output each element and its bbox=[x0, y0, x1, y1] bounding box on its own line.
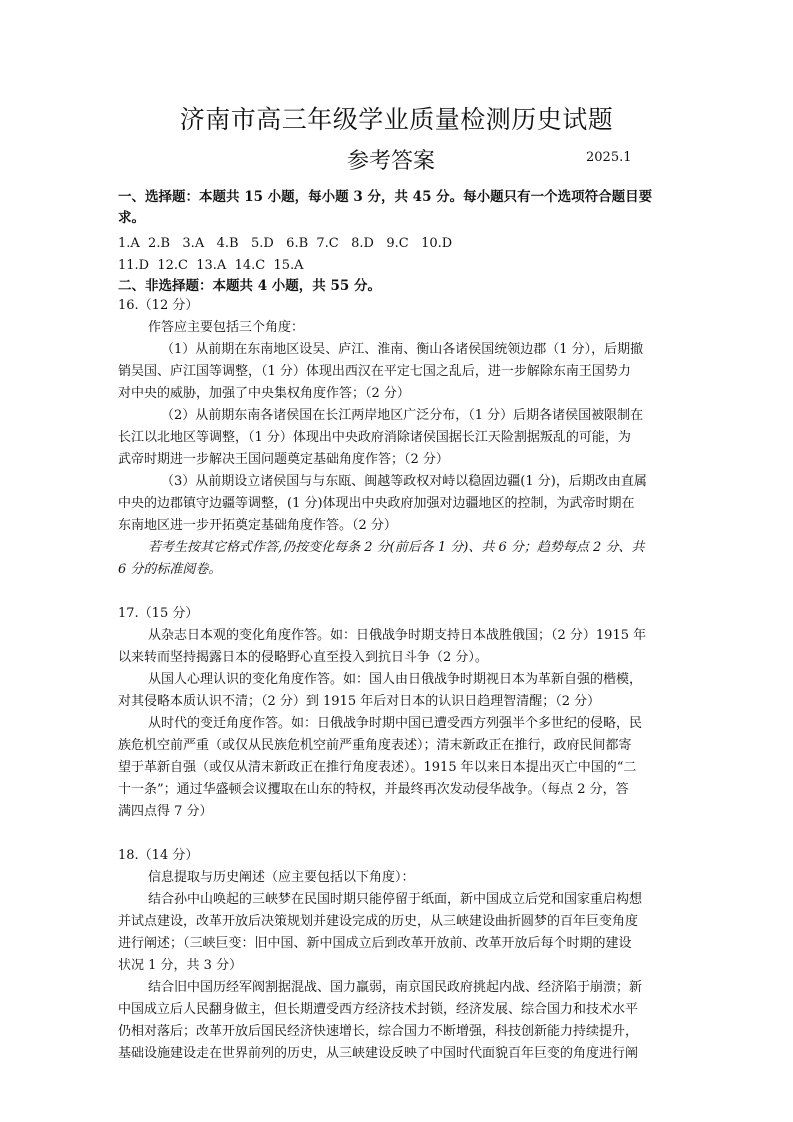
q18-p1-line4: 状况 1 分，共 3 分） bbox=[118, 958, 243, 973]
q18-p1-line2: 并试点建设，改革开放后决策规划并建设完成的历史，从三峡建设曲折圆梦的百年巨变角度 bbox=[118, 914, 639, 929]
q16-p3-line3: 东南地区进一步开拓奠定基础角度作答。（2 分） bbox=[118, 518, 397, 533]
q18-header: 18.（14 分） bbox=[118, 848, 199, 863]
q18-p2-line2: 中国成立后人民翻身做主，但长期遭受西方经济技术封锁，经济发展、综合国力和技术水平 bbox=[118, 1002, 639, 1017]
document-subtitle: 参考答案 bbox=[347, 149, 436, 174]
section1-title-line2: 求。 bbox=[118, 210, 145, 226]
q18-p2-line4: 基础设施建设走在世界前列的历史，从三峡建设反映了中国时代面貌百年巨变的角度进行阐 bbox=[118, 1046, 639, 1061]
q16-p2-line2: 长江以北地区等调整，（1 分）体现出中央政府消除诸侯国据长江天险割据叛乱的可能，为 bbox=[118, 430, 631, 445]
q16-header: 16.（12 分） bbox=[118, 298, 199, 313]
q18-p2-line3: 仍相对落后；改革开放后国民经济快速增长，综合国力不断增强，科技创新能力持续提升， bbox=[118, 1024, 639, 1039]
q17-p1-line1: 从杂志日本观的变化角度作答。如：日俄战争时期支持日本战胜俄国；（2 分）1915 年 bbox=[148, 628, 647, 643]
q17-p3-line1: 从时代的变迁角度作答。如：日俄战争时期中国已遭受西方列强半个多世纪的侵略，民 bbox=[148, 716, 643, 731]
q16-p1-line1: （1）从前期在东南地区设吴、庐江、淮南、衡山各诸侯国统领边郡（1 分），后期撤 bbox=[161, 342, 644, 357]
section1-answers-line2: 11.D 12.C 13.A 14.C 15.A bbox=[118, 258, 304, 273]
document-date: 2025.1 bbox=[586, 150, 632, 165]
q16-note-line2: 6 分的标准阅卷。 bbox=[118, 562, 222, 577]
q16-note-line1: 若考生按其它格式作答,仍按变化每条 2 分(前后各 1 分)、共 6 分；趋势每点 2 分、共 bbox=[148, 540, 645, 555]
q16-p2-line3: 武帝时期进一步解决王国问题奠定基础角度作答；（2 分） bbox=[118, 452, 449, 467]
q17-p1-line2: 以来转而坚持揭露日本的侵略野心直至投入到抗日斗争（2 分）。 bbox=[118, 650, 488, 665]
q18-p1-line1: 结合孙中山唤起的三峡梦在民国时期只能停留于纸面，新中国成立后党和国家重启构想 bbox=[148, 892, 643, 907]
document-title: 济南市高三年级学业质量检测历史试题 bbox=[179, 105, 614, 134]
q16-p3-line2: 中央的边郡镇守边疆等调整，(1 分)体现出中央政府加强对边疆地区的控制，为武帝时期在 bbox=[118, 496, 635, 511]
q17-p3-line4: 十一条”；通过华盛顿会议攫取在山东的特权，并最终再次发动侵华战争。（每点 2 分，答 bbox=[118, 782, 629, 797]
q18-p1-line3: 进行阐述；（三峡巨变：旧中国、新中国成立后到改革开放前、改革开放后每个时期的建设 bbox=[118, 936, 632, 951]
q16-p3-line1: （3）从前期设立诸侯国与与东瓯、闽越等政权对峙以稳固边疆(1 分)，后期改由直属 bbox=[161, 474, 647, 489]
q17-header: 17.（15 分） bbox=[118, 606, 199, 621]
q18-intro: 信息提取与历史阐述（应主要包括以下角度）： bbox=[148, 870, 415, 885]
q17-p3-line5: 满四点得 7 分） bbox=[118, 804, 213, 819]
q17-p2-line2: 对其侵略本质认识不清；（2 分）到 1915 年后对日本的认识日趋理智清醒；（2 分） bbox=[118, 694, 601, 709]
q16-p2-line1: （2）从前期东南各诸侯国在长江两岸地区广泛分布，（1 分）后期各诸侯国被限制在 bbox=[161, 408, 644, 423]
q18-p2-line1: 结合旧中国历经军阀割据混战、国力羸弱，南京国民政府挑起内战、经济陷于崩溃；新 bbox=[148, 980, 643, 995]
q16-intro: 作答应主要包括三个角度： bbox=[148, 320, 305, 335]
q17-p3-line2: 族危机空前严重（或仅从民族危机空前严重角度表述）；清末新政正在推行，政府民间都寄 bbox=[118, 738, 632, 753]
q17-p3-line3: 望于革新自强（或仅从清末新政正在推行角度表述）。1915 年以来日本提出灭亡中国的“二 bbox=[118, 760, 637, 775]
section2-title: 二、非选择题：本题共 4 小题，共 55 分。 bbox=[118, 278, 381, 294]
section1-answers-line1: 1.A 2.B 3.A 4.B 5.D 6.B 7.C 8.D 9.C 10.D bbox=[118, 236, 453, 251]
q16-p1-line2: 销吴国、庐江国等调整，（1 分）体现出西汉在平定七国之乱后，进一步解除东南王国势力 bbox=[118, 364, 631, 379]
q17-p2-line1: 从国人心理认识的变化角度作答。如：国人由日俄战争时期视日本为革新自强的楷模， bbox=[148, 672, 643, 687]
section1-title-line1: 一、选择题：本题共 15 小题，每小题 3 分，共 45 分。每小题只有一个选项符合题目要 bbox=[118, 189, 653, 205]
q16-p1-line3: 对中央的威胁，加强了中央集权角度作答；（2 分） bbox=[118, 386, 410, 401]
